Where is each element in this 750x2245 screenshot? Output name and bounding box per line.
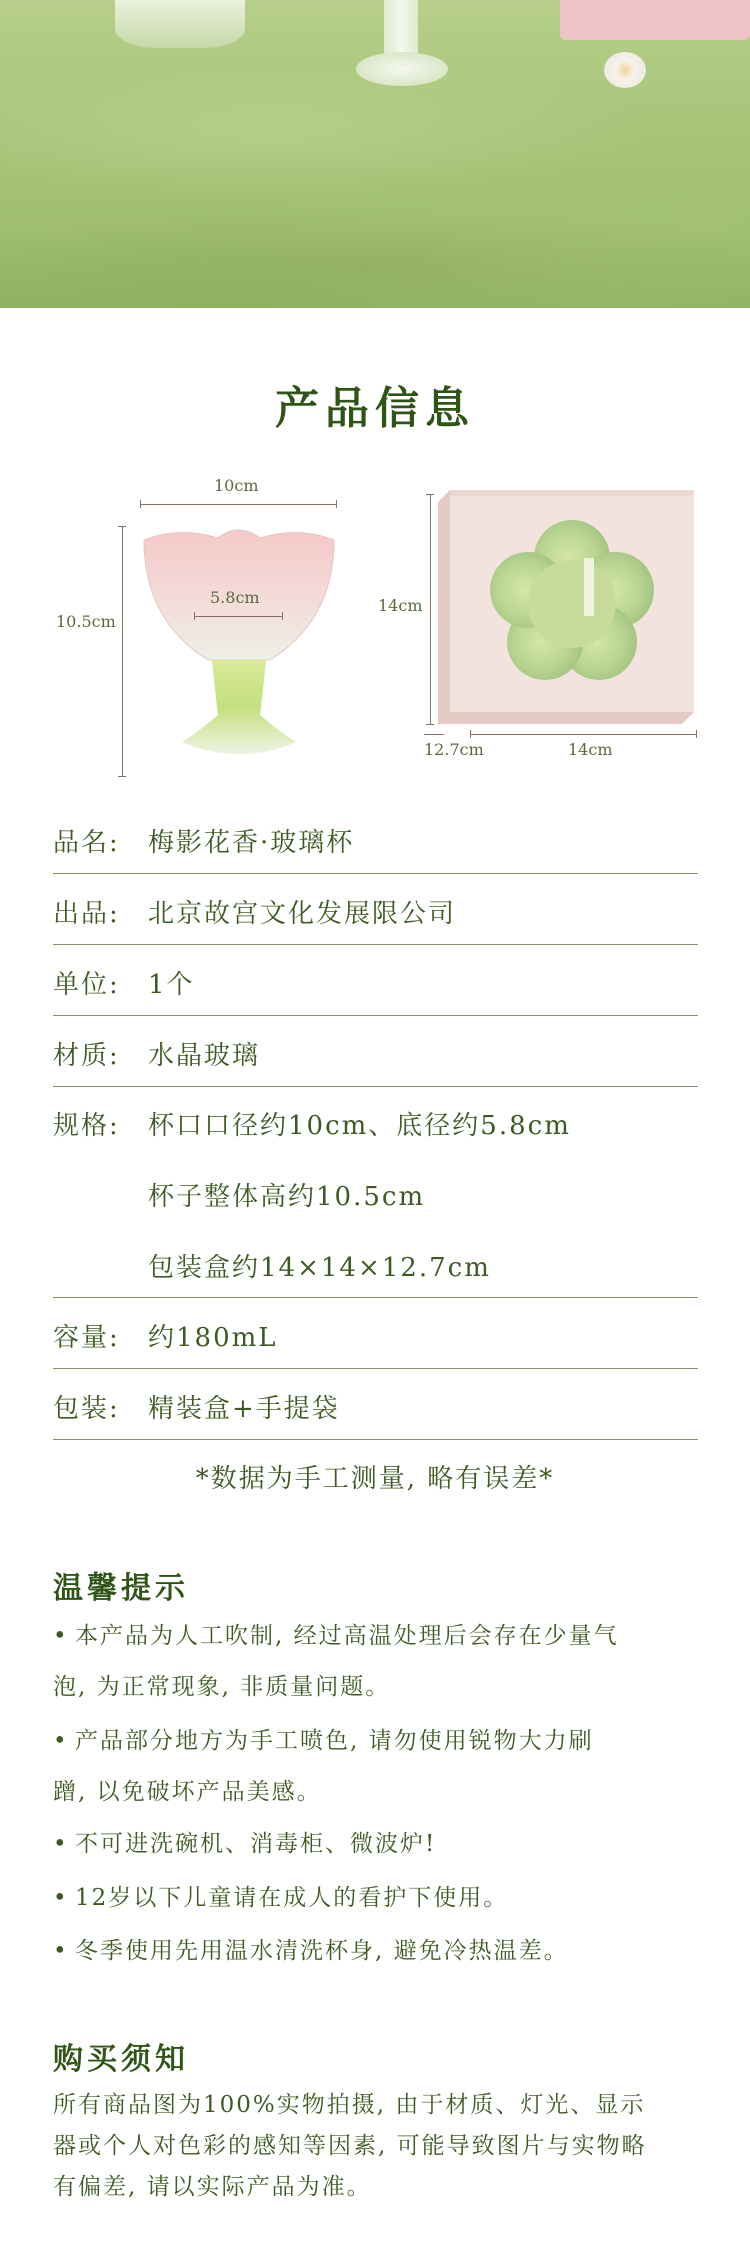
- info-row-material: [53, 1035, 698, 1072]
- cup-illustration: [120, 510, 360, 780]
- box-depth-label: 12.7cm: [424, 740, 484, 759]
- tip-item: • 产品部分地方为手工喷色, 请勿使用锐物大力刷 蹭, 以免破坏产品美感。: [53, 1716, 703, 1818]
- tip-item: • 本产品为人工吹制, 经过高温处理后会存在少量气 泡, 为正常现象, 非质量问题。: [53, 1611, 703, 1713]
- info-row-capacity: [53, 1317, 698, 1354]
- divider: [53, 1086, 698, 1087]
- info-value: 约180mL: [148, 1323, 278, 1353]
- info-value: 杯子整体高约10.5cm: [148, 1182, 426, 1212]
- info-label: 材质:: [53, 1041, 120, 1071]
- divider: [53, 873, 698, 874]
- cup-base-label: 5.8cm: [210, 588, 260, 607]
- info-label: 单位:: [53, 970, 120, 1000]
- gift-box-illustration: [438, 490, 698, 730]
- tip-item: • 冬季使用先用温水清洗杯身, 避免冷热温差。: [53, 1926, 703, 1977]
- info-label: 出品:: [53, 899, 120, 929]
- info-row-spec: [53, 1105, 698, 1142]
- bullet-icon: •: [53, 1728, 69, 1754]
- divider: [53, 1297, 698, 1298]
- bullet-icon: •: [53, 1831, 69, 1857]
- tablecloth-fold: [0, 205, 750, 308]
- info-row-name: [53, 822, 698, 859]
- info-label: 包装:: [53, 1394, 120, 1424]
- cup-foot-image: [356, 52, 448, 86]
- bullet-icon: •: [53, 1623, 69, 1649]
- measurement-note: *数据为手工测量, 略有误差*: [195, 1464, 555, 1494]
- info-row-spec-3: [53, 1247, 698, 1284]
- cup-width-line: [140, 504, 336, 505]
- info-label: 容量:: [53, 1323, 120, 1353]
- tablecloth-fold: [0, 60, 660, 200]
- tip-item: • 不可进洗碗机、消毒柜、微波炉!: [53, 1819, 703, 1870]
- info-value: 精装盒+手提袋: [148, 1394, 340, 1424]
- gift-box-image: [560, 0, 750, 40]
- box-depth-line: [424, 734, 444, 735]
- info-row-producer: [53, 893, 698, 930]
- box-height-label: 14cm: [378, 596, 423, 615]
- box-width-line: [470, 734, 696, 735]
- info-row-packaging: [53, 1388, 698, 1425]
- divider: [53, 1439, 698, 1440]
- cup-stem-image: [384, 0, 418, 60]
- cup-height-label: 10.5cm: [56, 612, 116, 631]
- plum-blossom-image: [604, 52, 646, 88]
- purchase-notice: 所有商品图为100%实物拍摄, 由于材质、灯光、显示 器或个人对色彩的感知等因素, 可能导致图片与实物略 有偏差, 请以实际产品为准。: [53, 2092, 647, 2200]
- tip-item: • 12岁以下儿童请在成人的看护下使用。: [53, 1873, 703, 1924]
- glass-image: [115, 0, 245, 48]
- box-width-label: 14cm: [568, 740, 613, 759]
- info-row-spec-2: [53, 1176, 698, 1213]
- divider: [53, 944, 698, 945]
- info-row-unit: [53, 964, 698, 1001]
- box-height-line: [430, 494, 431, 724]
- bullet-icon: •: [53, 1938, 69, 1964]
- dimension-diagram: [0, 470, 750, 770]
- info-value: 1个: [148, 970, 195, 1000]
- cup-width-label: 10cm: [214, 476, 259, 495]
- cup-base-line: [194, 616, 282, 617]
- hero-photo: [0, 0, 750, 308]
- section-title-product-info: 产品信息: [275, 383, 475, 434]
- info-value: 梅影花香·玻璃杯: [148, 828, 355, 858]
- info-value: 水晶玻璃: [148, 1041, 261, 1071]
- purchase-title: 购买须知: [53, 2042, 189, 2077]
- bullet-icon: •: [53, 1885, 69, 1911]
- divider: [53, 1368, 698, 1369]
- divider: [53, 1015, 698, 1016]
- info-value: 北京故宫文化发展限公司: [148, 899, 457, 929]
- tips-title: 温馨提示: [53, 1571, 189, 1606]
- info-label: 规格:: [53, 1111, 120, 1141]
- info-value: 杯口口径约10cm、底径约5.8cm: [148, 1111, 571, 1141]
- info-label: 品名:: [53, 828, 120, 858]
- info-value: 包装盒约14×14×12.7cm: [148, 1253, 491, 1283]
